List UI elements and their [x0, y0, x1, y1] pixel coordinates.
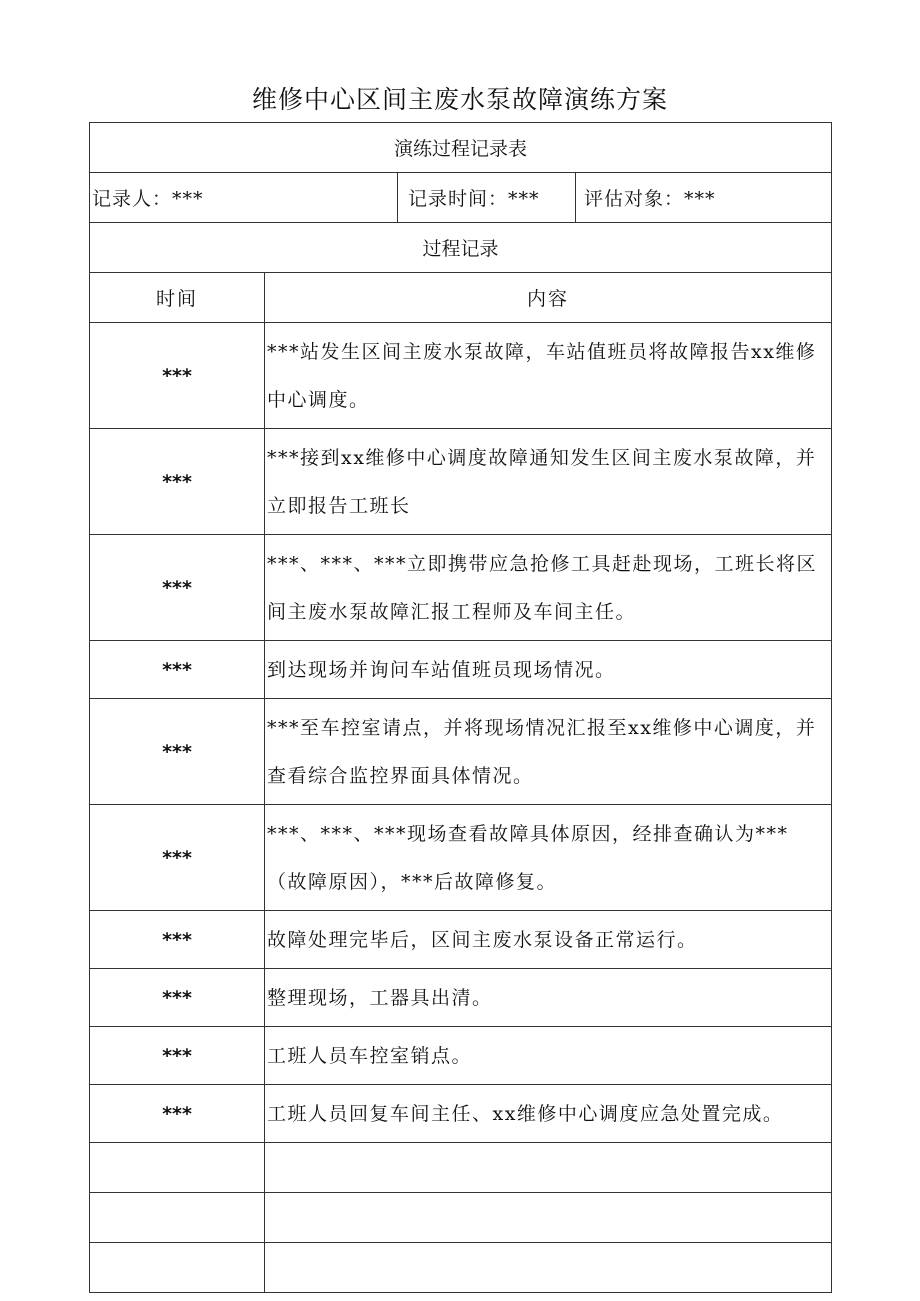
recorder-field: 记录人：***	[90, 173, 398, 223]
row-time: ***	[90, 699, 265, 805]
table-row	[90, 969, 832, 1027]
row-time: ***	[90, 429, 265, 535]
row-content: ***、***、***现场查看故障具体原因，经排查确认为***（故障原因），***后故障修复。	[265, 805, 832, 911]
row-content: ***接到xx维修中心调度故障通知发生区间主废水泵故障，并立即报告工班长	[265, 429, 832, 535]
section-title: 过程记录	[90, 223, 832, 273]
row-time: ***	[90, 323, 265, 429]
row-time: ***	[90, 805, 265, 911]
column-header-time: 时间	[90, 273, 265, 323]
empty-time-cell	[90, 1243, 265, 1293]
row-content: 工班人员车控室销点。	[265, 1027, 832, 1085]
table-row	[90, 535, 832, 641]
empty-row	[90, 1193, 832, 1243]
drill-record-table	[89, 122, 832, 1293]
document-title: 维修中心区间主废水泵故障演练方案	[251, 85, 668, 114]
row-content: 工班人员回复车间主任、xx维修中心调度应急处置完成。	[265, 1085, 832, 1143]
evaluation-target-field: 评估对象：***	[576, 173, 832, 223]
row-time: ***	[90, 535, 265, 641]
table-row	[90, 699, 832, 805]
table-row	[90, 1085, 832, 1143]
row-content: ***、***、***立即携带应急抢修工具赶赴现场，工班长将区间主废水泵故障汇报工程师及车间主任。	[265, 535, 832, 641]
table-row	[90, 641, 832, 699]
table-row	[90, 323, 832, 429]
table-row	[90, 429, 832, 535]
empty-row	[90, 1143, 832, 1193]
row-time: ***	[90, 1027, 265, 1085]
empty-time-cell	[90, 1193, 265, 1243]
row-time: ***	[90, 969, 265, 1027]
column-header-content: 内容	[265, 273, 832, 323]
empty-content-cell	[265, 1193, 832, 1243]
row-content: 到达现场并询问车站值班员现场情况。	[265, 641, 832, 699]
table-row	[90, 805, 832, 911]
row-time: ***	[90, 641, 265, 699]
row-content: 整理现场，工器具出清。	[265, 969, 832, 1027]
empty-content-cell	[265, 1243, 832, 1293]
empty-row	[90, 1243, 832, 1293]
row-content: 故障处理完毕后，区间主废水泵设备正常运行。	[265, 911, 832, 969]
row-content: ***站发生区间主废水泵故障，车站值班员将故障报告xx维修中心调度。	[265, 323, 832, 429]
record-time-field: 记录时间：***	[398, 173, 576, 223]
empty-content-cell	[265, 1143, 832, 1193]
row-time: ***	[90, 1085, 265, 1143]
table-header: 演练过程记录表	[90, 123, 832, 173]
table-row	[90, 911, 832, 969]
row-content: ***至车控室请点，并将现场情况汇报至xx维修中心调度，并查看综合监控界面具体情况。	[265, 699, 832, 805]
row-time: ***	[90, 911, 265, 969]
table-row	[90, 1027, 832, 1085]
empty-time-cell	[90, 1143, 265, 1193]
